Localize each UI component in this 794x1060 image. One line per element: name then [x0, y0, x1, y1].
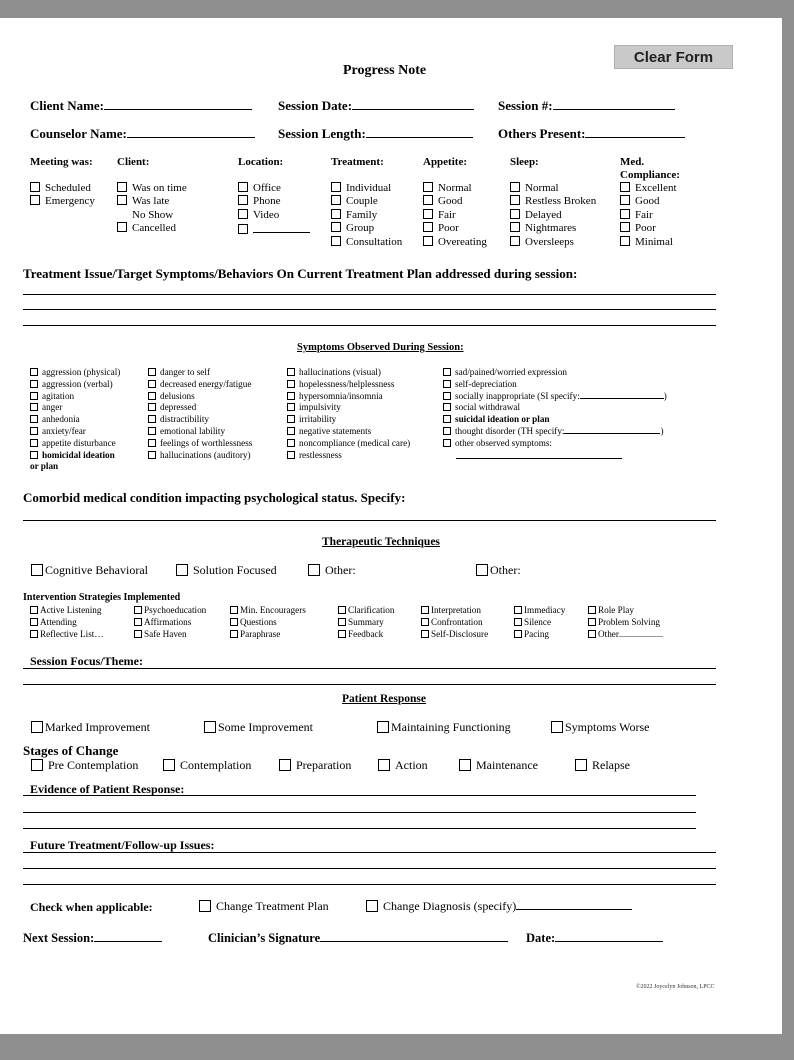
checkbox[interactable]: [176, 564, 188, 576]
checkbox[interactable]: [204, 721, 216, 733]
checkbox[interactable]: [30, 195, 40, 205]
checkbox[interactable]: [30, 630, 38, 638]
symptom-item[interactable]: anhedonia: [30, 414, 120, 426]
intervention-col: [421, 604, 488, 640]
response-worse[interactable]: Symptoms Worse: [551, 720, 650, 735]
intervention-item[interactable]: Feedback: [338, 628, 394, 640]
checkbox[interactable]: [287, 380, 295, 388]
writing-line[interactable]: [23, 520, 716, 521]
checkbox[interactable]: [443, 380, 451, 388]
sleep-option[interactable]: Restless Broken: [510, 195, 596, 208]
comorbid-label: Comorbid medical condition impacting psychological status. Specify:: [23, 490, 406, 505]
other-symptoms-line[interactable]: [456, 458, 622, 459]
treatment-options: [331, 182, 402, 249]
intervention-col: [30, 604, 104, 640]
symptom-item[interactable]: agitation: [30, 391, 120, 403]
meeting-options: [30, 182, 95, 209]
stage-option[interactable]: Pre Contemplation: [31, 758, 138, 773]
checkbox[interactable]: [514, 618, 522, 626]
checkbox[interactable]: [30, 392, 38, 400]
checkbox[interactable]: [510, 236, 520, 246]
checkbox[interactable]: [620, 236, 630, 246]
checkbox[interactable]: [148, 439, 156, 447]
symptom-item[interactable]: delusions: [148, 391, 252, 403]
symptom-item[interactable]: suicidal ideation or plan: [443, 414, 667, 426]
stage-option[interactable]: Maintenance: [459, 758, 538, 773]
checkbox[interactable]: [31, 759, 43, 771]
form-title: Progress Note: [343, 63, 427, 78]
intervention-col: [588, 604, 663, 640]
sleep-options: [510, 182, 596, 249]
checkbox[interactable]: [510, 195, 520, 205]
checkbox[interactable]: [134, 618, 142, 626]
med-option[interactable]: Excellent: [620, 182, 677, 195]
client-option[interactable]: Cancelled: [117, 222, 187, 235]
symptom-item[interactable]: hopelessness/helplessness: [287, 379, 410, 391]
symptoms-col-4: [443, 367, 667, 450]
counselor-name-field[interactable]: [30, 126, 255, 142]
session-length-field[interactable]: [278, 126, 473, 142]
checkbox[interactable]: [30, 606, 38, 614]
checkbox[interactable]: [331, 236, 341, 246]
checkbox[interactable]: [117, 195, 127, 205]
check-applicable-label: Check when applicable:: [30, 900, 153, 914]
checkbox[interactable]: [279, 759, 291, 771]
checkbox[interactable]: [331, 209, 341, 219]
intervention-item[interactable]: Safe Haven: [134, 628, 206, 640]
intervention-item[interactable]: Attending: [30, 616, 104, 628]
appetite-option[interactable]: Normal: [423, 182, 487, 195]
technique-solution[interactable]: Solution Focused: [176, 563, 277, 578]
checkbox[interactable]: [238, 209, 248, 219]
med-compliance-header: Med. Compliance:: [620, 156, 680, 181]
appetite-option[interactable]: Poor: [423, 222, 487, 235]
checkbox[interactable]: [443, 392, 451, 400]
checkbox[interactable]: [620, 182, 630, 192]
symptoms-col-2: [148, 367, 252, 461]
writing-line[interactable]: [23, 828, 696, 829]
checkbox[interactable]: [331, 222, 341, 232]
checkbox[interactable]: [238, 224, 248, 234]
checkbox[interactable]: [134, 630, 142, 638]
intervention-col: [514, 604, 565, 640]
symptom-item[interactable]: noncompliance (medical care): [287, 438, 410, 450]
checkbox[interactable]: [443, 439, 451, 447]
symptom-item[interactable]: impulsivity: [287, 402, 410, 414]
checkbox[interactable]: [238, 182, 248, 192]
client-name-field[interactable]: [30, 98, 252, 114]
checkbox[interactable]: [476, 564, 488, 576]
checkbox[interactable]: [443, 368, 451, 376]
appetite-option[interactable]: Overeating: [423, 236, 487, 249]
intervention-item[interactable]: Immediacy: [514, 604, 565, 616]
writing-line[interactable]: [23, 852, 716, 853]
writing-line[interactable]: [23, 884, 716, 885]
symptom-item[interactable]: socially inappropriate (SI specify: ): [443, 391, 667, 403]
checkbox[interactable]: [238, 195, 248, 205]
date-field[interactable]: [526, 931, 663, 946]
symptom-item[interactable]: anger: [30, 402, 120, 414]
checkbox[interactable]: [510, 222, 520, 232]
intervention-item[interactable]: Other: [588, 628, 663, 640]
appetite-option[interactable]: Fair: [423, 209, 487, 222]
appetite-options: [423, 182, 487, 249]
checkbox[interactable]: [378, 759, 390, 771]
checkbox[interactable]: [230, 630, 238, 638]
others-present-field[interactable]: [498, 126, 685, 142]
med-option[interactable]: Poor: [620, 222, 677, 235]
change-diagnosis-option[interactable]: Change Diagnosis (specify): [366, 899, 632, 914]
checkbox[interactable]: [588, 630, 596, 638]
symptom-item[interactable]: danger to self: [148, 367, 252, 379]
future-label: Future Treatment/Follow-up Issues:: [30, 838, 215, 852]
checkbox[interactable]: [230, 618, 238, 626]
response-marked[interactable]: Marked Improvement: [31, 720, 150, 735]
stage-option[interactable]: Relapse: [575, 758, 630, 773]
checkbox[interactable]: [331, 195, 341, 205]
checkbox[interactable]: [287, 439, 295, 447]
symptom-item[interactable]: other observed symptoms:: [443, 438, 667, 450]
sleep-option[interactable]: Nightmares: [510, 222, 596, 235]
checkbox[interactable]: [148, 451, 156, 459]
checkbox[interactable]: [287, 415, 295, 423]
checkbox[interactable]: [163, 759, 175, 771]
writing-line[interactable]: [23, 309, 716, 310]
symptom-item[interactable]: negative statements: [287, 426, 410, 438]
checkbox[interactable]: [117, 222, 127, 232]
symptom-item[interactable]: distractibility: [148, 414, 252, 426]
appetite-header: Appetite:: [423, 156, 467, 168]
checkbox[interactable]: [148, 427, 156, 435]
signature-field[interactable]: [208, 931, 508, 946]
treatment-header: Treatment:: [331, 156, 384, 168]
checkbox[interactable]: [117, 182, 127, 192]
writing-line[interactable]: [23, 668, 716, 669]
writing-line[interactable]: [23, 868, 716, 869]
symptom-item[interactable]: anxiety/fear: [30, 426, 120, 438]
change-treatment-plan-option[interactable]: Change Treatment Plan: [199, 899, 329, 914]
response-some[interactable]: Some Improvement: [204, 720, 313, 735]
meeting-option-emergency[interactable]: Emergency: [30, 195, 95, 208]
date-label: Date:: [526, 931, 556, 945]
intervention-col: [230, 604, 306, 640]
checkbox[interactable]: [30, 368, 38, 376]
checkbox[interactable]: [510, 209, 520, 219]
intervention-title: Intervention Strategies Implemented: [23, 592, 181, 603]
client-name-label: Client Name:: [30, 98, 105, 113]
checkbox[interactable]: [366, 900, 378, 912]
symptom-item[interactable]: hallucinations (visual): [287, 367, 410, 379]
checkbox[interactable]: [338, 630, 346, 638]
writing-line[interactable]: [23, 795, 696, 796]
checkbox[interactable]: [588, 606, 596, 614]
writing-line[interactable]: [23, 684, 716, 685]
treatment-issue-label: Treatment Issue/Target Symptoms/Behaviors On Current Treatment Plan addressed during session:: [23, 266, 578, 281]
checkbox[interactable]: [423, 236, 433, 246]
counselor-name-label: Counselor Name:: [30, 126, 127, 141]
checkbox[interactable]: [30, 618, 38, 626]
client-option[interactable]: No Show: [132, 208, 174, 221]
checkbox[interactable]: [459, 759, 471, 771]
symptom-item-continued: or plan: [30, 461, 59, 472]
session-number-field[interactable]: [498, 98, 675, 114]
location-option[interactable]: Office: [238, 182, 310, 195]
checkbox[interactable]: [148, 415, 156, 423]
clear-form-button[interactable]: Clear Form: [614, 45, 733, 69]
signature-label: Clinician’s Signature: [208, 931, 321, 945]
checkbox[interactable]: [287, 451, 295, 459]
checkbox[interactable]: [287, 368, 295, 376]
symptom-item[interactable]: appetite disturbance: [30, 438, 120, 450]
writing-line[interactable]: [23, 325, 716, 326]
symptom-item[interactable]: restlessness: [287, 450, 410, 462]
intervention-item[interactable]: Paraphrase: [230, 628, 306, 640]
location-options: [238, 182, 310, 238]
intervention-item[interactable]: Affirmations: [134, 616, 206, 628]
checkbox[interactable]: [148, 380, 156, 388]
checkbox[interactable]: [423, 222, 433, 232]
stages-label: Stages of Change: [23, 743, 119, 758]
sleep-option[interactable]: Normal: [510, 182, 596, 195]
symptom-item[interactable]: social withdrawal: [443, 402, 667, 414]
checkbox[interactable]: [443, 415, 451, 423]
symptom-item[interactable]: feelings of worthlessness: [148, 438, 252, 450]
med-compliance-options: [620, 182, 677, 249]
symptom-item[interactable]: irritability: [287, 414, 410, 426]
symptom-item[interactable]: sad/pained/worried expression: [443, 367, 667, 379]
writing-line[interactable]: [23, 812, 696, 813]
location-option[interactable]: Phone: [238, 195, 310, 208]
intervention-item[interactable]: Pacing: [514, 628, 565, 640]
session-number-label: Session #:: [498, 98, 553, 113]
symptoms-col-3: [287, 367, 410, 461]
checkbox[interactable]: [423, 209, 433, 219]
client-header: Client:: [117, 156, 150, 168]
checkbox[interactable]: [377, 721, 389, 733]
med-option[interactable]: Good: [620, 195, 677, 208]
intervention-col: [338, 604, 394, 640]
evidence-label: Evidence of Patient Response:: [30, 782, 185, 796]
session-focus-label: Session Focus/Theme:: [30, 654, 144, 668]
checkbox[interactable]: [30, 380, 38, 388]
checkbox[interactable]: [30, 182, 40, 192]
session-date-field[interactable]: [278, 98, 474, 114]
checkbox[interactable]: [421, 618, 429, 626]
med-option[interactable]: Minimal: [620, 236, 677, 249]
checkbox[interactable]: [30, 439, 38, 447]
intervention-col: [134, 604, 206, 640]
intervention-item[interactable]: Reflective List…: [30, 628, 104, 640]
meeting-header: Meeting was:: [30, 156, 93, 168]
symptom-item[interactable]: hallucinations (auditory): [148, 450, 252, 462]
checkbox[interactable]: [588, 618, 596, 626]
intervention-item[interactable]: Min. Encouragers: [230, 604, 306, 616]
checkbox[interactable]: [31, 721, 43, 733]
symptoms-title: Symptoms Observed During Session:: [297, 342, 464, 353]
treatment-option[interactable]: Family: [331, 209, 402, 222]
symptom-item[interactable]: thought disorder (TH specify: ): [443, 426, 667, 438]
symptom-item[interactable]: self-depreciation: [443, 379, 667, 391]
stage-option[interactable]: Action: [378, 758, 428, 773]
patient-response-title: Patient Response: [342, 693, 427, 705]
checkbox[interactable]: [331, 182, 341, 192]
checkbox[interactable]: [287, 403, 295, 411]
sleep-header: Sleep:: [510, 156, 539, 168]
sleep-option[interactable]: Oversleeps: [510, 236, 596, 249]
checkbox[interactable]: [423, 195, 433, 205]
symptom-item[interactable]: aggression (physical): [30, 367, 120, 379]
client-option[interactable]: Was late: [117, 195, 187, 208]
intervention-item[interactable]: Psychoeducation: [134, 604, 206, 616]
checkbox[interactable]: [148, 392, 156, 400]
client-options: [117, 182, 187, 236]
intervention-item[interactable]: Role Play: [588, 604, 663, 616]
treatment-option[interactable]: Individual: [331, 182, 402, 195]
intervention-item[interactable]: Summary: [338, 616, 394, 628]
sleep-option[interactable]: Delayed: [510, 209, 596, 222]
checkbox[interactable]: [30, 415, 38, 423]
session-length-label: Session Length:: [278, 126, 366, 141]
session-date-label: Session Date:: [278, 98, 353, 113]
checkbox[interactable]: [421, 630, 429, 638]
checkbox[interactable]: [287, 392, 295, 400]
checkbox[interactable]: [423, 182, 433, 192]
technique-cognitive[interactable]: Cognitive Behavioral: [31, 563, 148, 578]
symptom-item[interactable]: emotional lability: [148, 426, 252, 438]
client-option[interactable]: Was on time: [117, 182, 187, 195]
checkbox[interactable]: [443, 403, 451, 411]
others-present-label: Others Present:: [498, 126, 586, 141]
treatment-option[interactable]: Couple: [331, 195, 402, 208]
technique-other-1[interactable]: Other:: [308, 563, 356, 578]
symptom-item[interactable]: decreased energy/fatigue: [148, 379, 252, 391]
stage-option[interactable]: Preparation: [279, 758, 351, 773]
location-option[interactable]: Video: [238, 209, 310, 222]
intervention-item[interactable]: Questions: [230, 616, 306, 628]
stage-option[interactable]: Contemplation: [163, 758, 251, 773]
checkbox[interactable]: [443, 427, 451, 435]
checkbox[interactable]: [30, 427, 38, 435]
treatment-option[interactable]: Consultation: [331, 236, 402, 249]
checkbox[interactable]: [514, 630, 522, 638]
checkbox[interactable]: [287, 427, 295, 435]
symptom-item[interactable]: homicidal ideation: [30, 450, 120, 462]
checkbox[interactable]: [510, 182, 520, 192]
treatment-option[interactable]: Group: [331, 222, 402, 235]
symptom-item[interactable]: hypersomnia/insomnia: [287, 391, 410, 403]
location-option-other[interactable]: [238, 222, 310, 237]
intervention-item[interactable]: Confrontation: [421, 616, 488, 628]
checkbox[interactable]: [620, 195, 630, 205]
checkbox[interactable]: [30, 403, 38, 411]
checkbox[interactable]: [421, 606, 429, 614]
checkbox[interactable]: [620, 209, 630, 219]
technique-other-2[interactable]: Other:: [476, 563, 521, 578]
checkbox[interactable]: [620, 222, 630, 232]
checkbox[interactable]: [30, 451, 38, 459]
next-session-label: Next Session:: [23, 931, 95, 945]
checkbox[interactable]: [338, 606, 346, 614]
checkbox[interactable]: [308, 564, 320, 576]
checkbox[interactable]: [31, 564, 43, 576]
appetite-option[interactable]: Good: [423, 195, 487, 208]
checkbox[interactable]: [575, 759, 587, 771]
symptoms-col-1: [30, 367, 120, 473]
location-header: Location:: [238, 156, 284, 168]
checkbox[interactable]: [338, 618, 346, 626]
writing-line[interactable]: [23, 294, 716, 295]
symptom-item[interactable]: depressed: [148, 402, 252, 414]
intervention-item[interactable]: Interpretation: [421, 604, 488, 616]
checkbox[interactable]: [230, 606, 238, 614]
intervention-item[interactable]: Self-Disclosure: [421, 628, 488, 640]
checkbox[interactable]: [199, 900, 211, 912]
intervention-item[interactable]: Problem Solving: [588, 616, 663, 628]
checkbox[interactable]: [134, 606, 142, 614]
checkbox[interactable]: [148, 368, 156, 376]
checkbox[interactable]: [514, 606, 522, 614]
meeting-option-scheduled[interactable]: Scheduled: [30, 182, 95, 195]
intervention-item[interactable]: Clarification: [338, 604, 394, 616]
form-page: [0, 18, 782, 1034]
intervention-item[interactable]: Silence: [514, 616, 565, 628]
checkbox[interactable]: [551, 721, 563, 733]
response-maintaining[interactable]: Maintaining Functioning: [377, 720, 511, 735]
checkbox[interactable]: [148, 403, 156, 411]
intervention-item[interactable]: Active Listening: [30, 604, 104, 616]
therapeutic-title: Therapeutic Techniques: [322, 536, 440, 548]
next-session-field[interactable]: [23, 931, 162, 946]
symptom-item[interactable]: aggression (verbal): [30, 379, 120, 391]
med-option[interactable]: Fair: [620, 209, 677, 222]
copyright: ©2022 Joycelyn Johnson, LPCC: [636, 984, 715, 990]
